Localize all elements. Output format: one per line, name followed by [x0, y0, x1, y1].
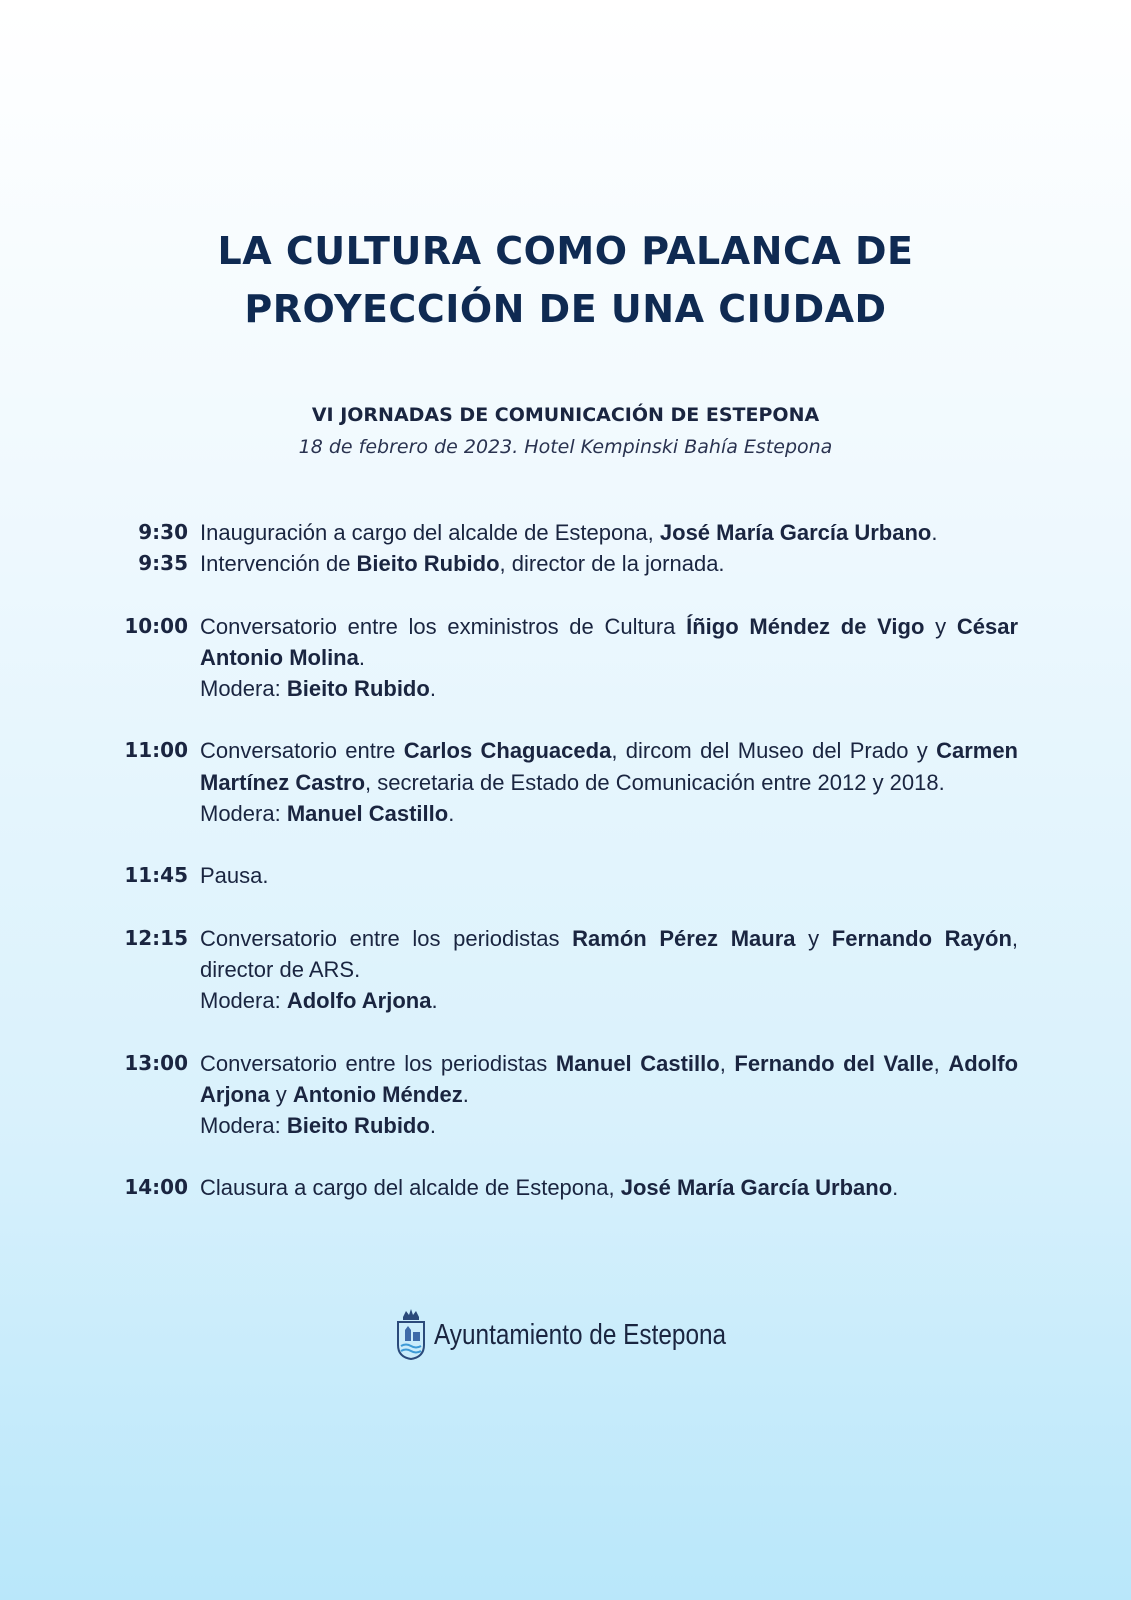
title-line-1: LA CULTURA COMO PALANCA DE: [217, 229, 914, 273]
moderator-line: [200, 985, 1018, 1016]
schedule-item: [110, 548, 1018, 579]
moderator-label: Modera:: [200, 801, 287, 827]
moderator-line: [200, 1110, 1018, 1141]
text-segment: Conversatorio entre los periodistas: [200, 1050, 556, 1076]
text-segment: , director de ARS.: [200, 925, 1019, 982]
moderator-name: Adolfo Arjona: [286, 988, 432, 1014]
speaker-name: Carmen Martínez Castro: [200, 738, 1018, 795]
moderator-period: .: [448, 801, 455, 827]
text-segment: Conversatorio entre: [200, 738, 404, 764]
schedule-description: [200, 611, 1018, 705]
moderator-period: .: [429, 676, 436, 702]
moderator-name: Bieito Rubido: [286, 1113, 430, 1139]
schedule-time: 14:00: [124, 1175, 188, 1200]
schedule-description: [200, 517, 1018, 548]
text-segment: .: [358, 644, 365, 670]
speaker-name: Adolfo Arjona: [200, 1050, 1019, 1107]
text-segment: , secretaria de Estado de Comunicación entre 2012 y 2018.: [365, 769, 945, 795]
schedule-item: [110, 611, 1018, 705]
text-segment: .: [462, 1081, 469, 1107]
schedule-item: [110, 1048, 1018, 1142]
speaker-name: Ramón Pérez Maura: [572, 925, 796, 951]
speaker-name: José María García Urbano: [659, 520, 932, 545]
schedule-item: [110, 923, 1018, 1017]
moderator-line: [200, 798, 1018, 829]
event-subtitle: VI JORNADAS DE COMUNICACIÓN DE ESTEPONA: [311, 404, 820, 426]
text-segment: ,: [719, 1050, 735, 1076]
text-segment: y: [269, 1081, 293, 1107]
moderator-label: Modera:: [200, 1113, 287, 1139]
speaker-name: César Antonio Molina: [200, 613, 1018, 670]
moderator-label: Modera:: [200, 676, 287, 702]
moderator-name: Manuel Castillo: [286, 801, 449, 827]
text-segment: .: [931, 520, 938, 545]
schedule-description: [200, 1172, 1018, 1203]
moderator-name: Bieito Rubido: [286, 676, 430, 702]
schedule-spacer: [110, 1141, 1018, 1172]
moderator-line: [200, 673, 1018, 704]
text-segment: Conversatorio entre los exministros de Cultura: [200, 613, 687, 639]
schedule-text: [200, 548, 1018, 579]
program-schedule: [110, 517, 1018, 1204]
schedule-text: [200, 735, 1018, 798]
moderator-period: .: [429, 1113, 436, 1139]
schedule-time: 10:00: [124, 613, 188, 638]
text-segment: ,: [933, 1050, 949, 1076]
event-date-location: 18 de febrero de 2023. Hotel Kempinski Bahía Estepona: [298, 436, 833, 458]
schedule-time: 12:15: [124, 925, 188, 950]
text-segment: Pausa.: [200, 863, 269, 889]
text-segment: Inauguración a cargo del alcalde de Estepona,: [200, 520, 660, 545]
schedule-spacer: [110, 892, 1018, 923]
schedule-time: 11:00: [124, 738, 188, 763]
logo-text: Ayuntamiento de Estepona: [434, 1319, 727, 1351]
moderator-period: .: [431, 988, 438, 1014]
text-segment: , dircom del Museo del Prado y: [611, 738, 937, 764]
schedule-description: [200, 923, 1018, 1017]
schedule-spacer: [110, 580, 1018, 611]
schedule-time: 9:30: [138, 520, 188, 544]
speaker-name: Carlos Chaguaceda: [403, 738, 612, 764]
speaker-name: Íñigo Méndez de Vigo: [686, 613, 925, 639]
title-line-2: PROYECCIÓN DE UNA CIUDAD: [244, 287, 887, 331]
schedule-spacer: [110, 1017, 1018, 1048]
schedule-time: 11:45: [124, 863, 188, 888]
schedule-text: [200, 1048, 1018, 1111]
schedule-time: 9:35: [138, 551, 188, 576]
text-segment: Conversatorio entre los periodistas: [200, 925, 573, 951]
schedule-item: [110, 735, 1018, 829]
text-segment: .: [892, 1175, 899, 1201]
schedule-time: 13:00: [124, 1050, 188, 1075]
crest-icon: [394, 1305, 428, 1366]
footer-logo: [394, 1305, 782, 1366]
text-segment: , director de la jornada.: [499, 551, 725, 577]
schedule-spacer: [110, 829, 1018, 860]
text-segment: Intervención de: [200, 551, 357, 577]
speaker-name: Fernando Rayón: [831, 925, 1012, 951]
speaker-name: Fernando del Valle: [734, 1050, 934, 1076]
schedule-text: [200, 611, 1018, 674]
schedule-item: [110, 517, 1018, 548]
speaker-name: Manuel Castillo: [555, 1050, 720, 1076]
text-segment: y: [924, 613, 957, 639]
moderator-label: Modera:: [200, 988, 287, 1014]
schedule-description: [200, 860, 1018, 891]
speaker-name: Antonio Méndez: [292, 1081, 463, 1107]
schedule-text: [200, 517, 1018, 548]
schedule-item: [110, 1172, 1018, 1203]
text-segment: y: [795, 925, 832, 951]
schedule-description: [200, 1048, 1018, 1142]
schedule-text: [200, 860, 1018, 891]
page-title: [0, 222, 1131, 338]
schedule-spacer: [110, 704, 1018, 735]
schedule-description: [200, 548, 1018, 579]
schedule-text: [200, 923, 1018, 986]
schedule-text: [200, 1172, 1018, 1203]
text-segment: Clausura a cargo del alcalde de Estepona,: [200, 1175, 621, 1201]
schedule-item: [110, 860, 1018, 891]
schedule-description: [200, 735, 1018, 829]
speaker-name: Bieito Rubido: [356, 551, 500, 577]
speaker-name: José María García Urbano: [620, 1175, 893, 1201]
